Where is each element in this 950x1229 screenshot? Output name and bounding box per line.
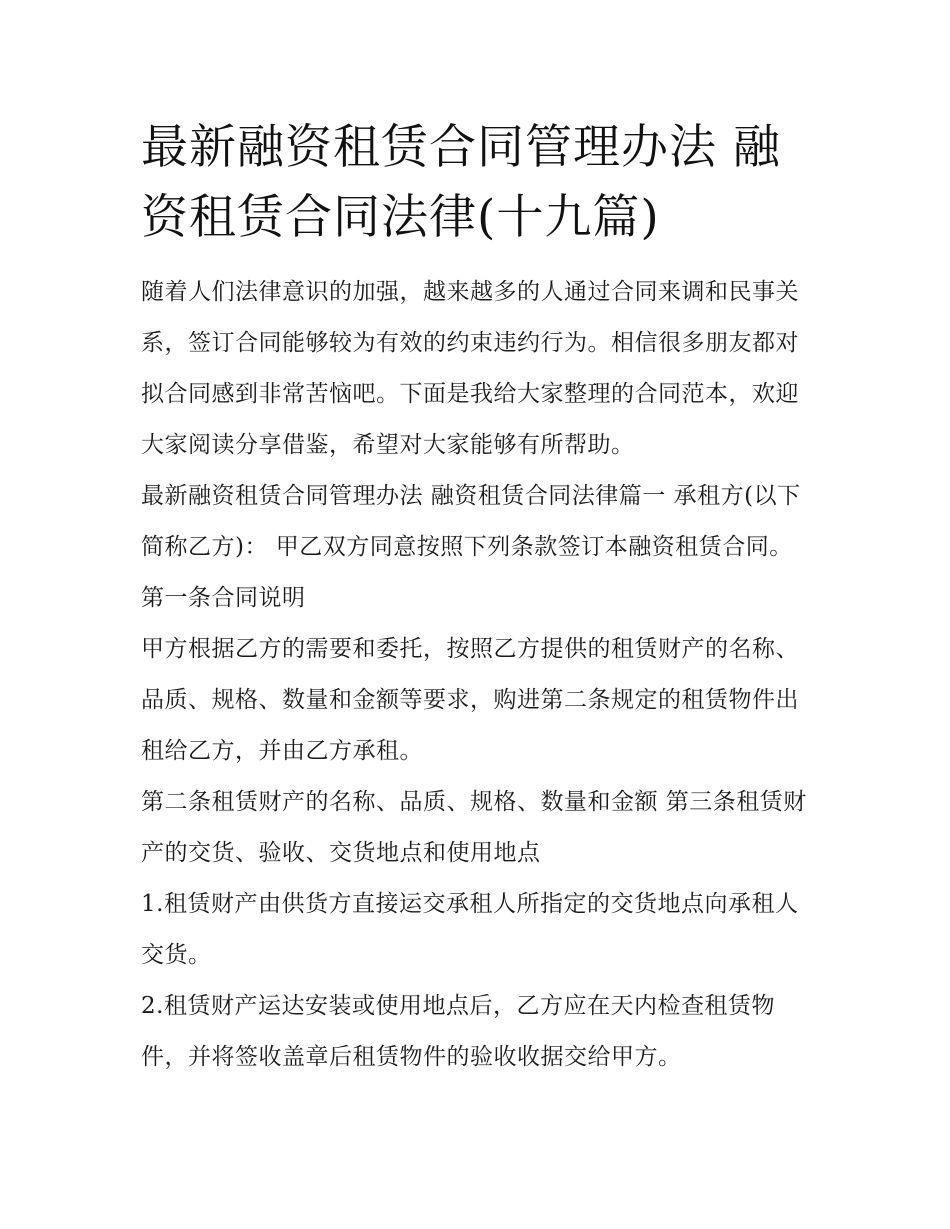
- paragraph-contract-header: 最新融资租赁合同管理办法 融资租赁合同法律篇一 承租方(以下简称乙方)： 甲乙双方同意按照下列条款签订本融资租赁合同。 第一条合同说明: [141, 483, 801, 611]
- paragraph-item-1: 1.租赁财产由供货方直接运交承租人所指定的交货地点向承租人交货。: [141, 891, 799, 968]
- paragraph-article-2-3: 第二条租赁财产的名称、品质、规格、数量和金额 第三条租赁财产的交货、验收、交货地点和使用地点: [141, 789, 807, 866]
- paragraph-article-1: 甲方根据乙方的需要和委托，按照乙方提供的租赁财产的名称、品质、规格、数量和金额等要求，购进第二条规定的租赁物件出租给乙方，并由乙方承租。: [141, 636, 799, 764]
- document-title: 最新融资租赁合同管理办法 融资租赁合同法律(十九篇): [141, 120, 781, 245]
- paragraph-intro: 随着人们法律意识的加强，越来越多的人通过合同来调和民事关系，签订合同能够较为有效的约束违约行为。相信很多朋友都对拟合同感到非常苦恼吧。下面是我给大家整理的合同范本，欢迎大家阅读分享借鉴，希望对大家能够有所帮助。: [141, 279, 799, 458]
- document-page: [141, 113, 813, 1083]
- document-body: [141, 267, 813, 1083]
- paragraph-item-2: 2.租赁财产运达安装或使用地点后，乙方应在天内检查租赁物件，并将签收盖章后租赁物件的验收收据交给甲方。: [141, 993, 775, 1070]
